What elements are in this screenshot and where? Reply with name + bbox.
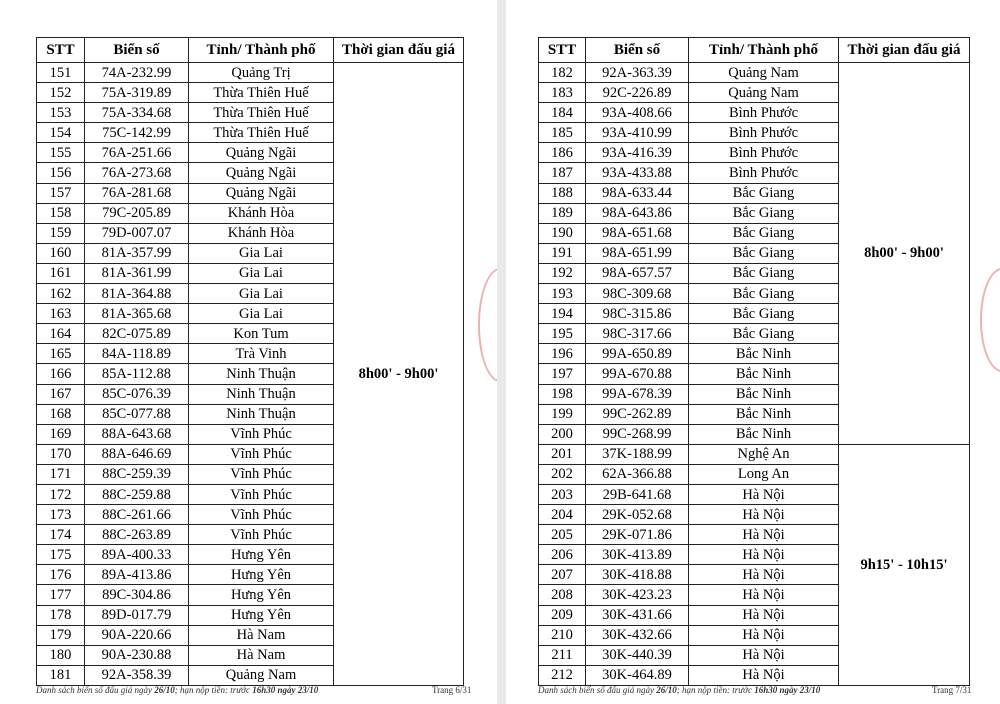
cell-plate: 92A-358.39 bbox=[85, 665, 189, 685]
cell-stt: 192 bbox=[539, 263, 586, 283]
cell-stt: 196 bbox=[539, 344, 586, 364]
cell-plate: 75A-334.68 bbox=[85, 103, 189, 123]
cell-stt: 169 bbox=[37, 424, 85, 444]
plate-auction-table-right bbox=[538, 37, 970, 686]
footer-note-left bbox=[36, 685, 318, 695]
document-page-right bbox=[506, 0, 1000, 704]
cell-stt: 176 bbox=[37, 565, 85, 585]
table-header-row bbox=[539, 38, 970, 63]
cell-province: Bắc Ninh bbox=[689, 384, 839, 404]
footer-mid: ; hạn nộp tiền: trước bbox=[174, 685, 253, 695]
table-header-row bbox=[37, 38, 464, 63]
cell-stt: 195 bbox=[539, 324, 586, 344]
cell-province: Quảng Nam bbox=[689, 63, 839, 83]
cell-stt: 186 bbox=[539, 143, 586, 163]
cell-plate: 99A-650.89 bbox=[586, 344, 689, 364]
cell-plate: 98A-633.44 bbox=[586, 183, 689, 203]
cell-stt: 190 bbox=[539, 223, 586, 243]
cell-province: Bắc Giang bbox=[689, 263, 839, 283]
cell-province: Bắc Giang bbox=[689, 243, 839, 263]
cell-province: Bắc Giang bbox=[689, 203, 839, 223]
cell-plate: 99C-268.99 bbox=[586, 424, 689, 444]
red-stamp-left bbox=[478, 268, 497, 382]
cell-stt: 210 bbox=[539, 625, 586, 645]
cell-plate: 81A-364.88 bbox=[85, 284, 189, 304]
cell-stt: 171 bbox=[37, 464, 85, 484]
cell-stt: 160 bbox=[37, 243, 85, 263]
cell-stt: 208 bbox=[539, 585, 586, 605]
cell-province: Bắc Ninh bbox=[689, 344, 839, 364]
cell-plate: 30K-413.89 bbox=[586, 545, 689, 565]
cell-province: Hưng Yên bbox=[189, 545, 334, 565]
cell-stt: 161 bbox=[37, 263, 85, 283]
cell-stt: 177 bbox=[37, 585, 85, 605]
cell-province: Long An bbox=[689, 464, 839, 484]
cell-stt: 200 bbox=[539, 424, 586, 444]
cell-province: Quảng Ngãi bbox=[189, 163, 334, 183]
cell-plate: 88C-259.88 bbox=[85, 484, 189, 504]
cell-stt: 184 bbox=[539, 103, 586, 123]
cell-plate: 98C-309.68 bbox=[586, 284, 689, 304]
cell-province: Hà Nội bbox=[689, 545, 839, 565]
cell-plate: 92C-226.89 bbox=[586, 83, 689, 103]
cell-province: Hà Nam bbox=[189, 625, 334, 645]
cell-stt: 179 bbox=[37, 625, 85, 645]
cell-plate: 37K-188.99 bbox=[586, 444, 689, 464]
cell-province: Hà Nội bbox=[689, 525, 839, 545]
cell-plate: 98A-651.99 bbox=[586, 243, 689, 263]
cell-province: Khánh Hòa bbox=[189, 203, 334, 223]
cell-stt: 157 bbox=[37, 183, 85, 203]
cell-stt: 152 bbox=[37, 83, 85, 103]
cell-stt: 151 bbox=[37, 63, 85, 83]
cell-province: Vĩnh Phúc bbox=[189, 424, 334, 444]
page-number-left: Trang 6/31 bbox=[432, 685, 472, 695]
cell-plate: 62A-366.88 bbox=[586, 464, 689, 484]
cell-province: Quảng Ngãi bbox=[189, 143, 334, 163]
table-body-left bbox=[37, 63, 464, 686]
cell-plate: 98A-657.57 bbox=[586, 263, 689, 283]
cell-plate: 81A-365.68 bbox=[85, 304, 189, 324]
cell-stt: 182 bbox=[539, 63, 586, 83]
cell-stt: 183 bbox=[539, 83, 586, 103]
cell-stt: 153 bbox=[37, 103, 85, 123]
cell-province: Hà Nội bbox=[689, 484, 839, 504]
cell-province: Nghệ An bbox=[689, 444, 839, 464]
cell-plate: 92A-363.39 bbox=[586, 63, 689, 83]
red-stamp-right bbox=[980, 268, 1000, 372]
cell-stt: 201 bbox=[539, 444, 586, 464]
cell-stt: 202 bbox=[539, 464, 586, 484]
cell-plate: 89C-304.86 bbox=[85, 585, 189, 605]
cell-province: Hà Nội bbox=[689, 645, 839, 665]
cell-stt: 204 bbox=[539, 505, 586, 525]
cell-plate: 85C-077.88 bbox=[85, 404, 189, 424]
cell-province: Quảng Ngãi bbox=[189, 183, 334, 203]
cell-auction-time: 8h00' - 9h00' bbox=[334, 63, 464, 686]
header-time: Thời gian đấu giá bbox=[334, 38, 464, 63]
cell-plate: 30K-423.23 bbox=[586, 585, 689, 605]
cell-plate: 90A-220.66 bbox=[85, 625, 189, 645]
cell-province: Bình Phước bbox=[689, 103, 839, 123]
cell-province: Thừa Thiên Huế bbox=[189, 83, 334, 103]
cell-stt: 154 bbox=[37, 123, 85, 143]
cell-stt: 163 bbox=[37, 304, 85, 324]
cell-plate: 30K-418.88 bbox=[586, 565, 689, 585]
cell-province: Hưng Yên bbox=[189, 565, 334, 585]
cell-stt: 209 bbox=[539, 605, 586, 625]
header-time: Thời gian đấu giá bbox=[839, 38, 970, 63]
cell-stt: 194 bbox=[539, 304, 586, 324]
cell-stt: 193 bbox=[539, 284, 586, 304]
cell-province: Hà Nội bbox=[689, 605, 839, 625]
cell-province: Hưng Yên bbox=[189, 605, 334, 625]
cell-plate: 81A-361.99 bbox=[85, 263, 189, 283]
cell-province: Bắc Giang bbox=[689, 324, 839, 344]
cell-plate: 99A-670.88 bbox=[586, 364, 689, 384]
cell-stt: 189 bbox=[539, 203, 586, 223]
cell-stt: 159 bbox=[37, 223, 85, 243]
cell-plate: 99C-262.89 bbox=[586, 404, 689, 424]
cell-province: Vĩnh Phúc bbox=[189, 484, 334, 504]
cell-province: Bắc Giang bbox=[689, 304, 839, 324]
cell-stt: 197 bbox=[539, 364, 586, 384]
cell-stt: 187 bbox=[539, 163, 586, 183]
cell-plate: 75A-319.89 bbox=[85, 83, 189, 103]
cell-stt: 164 bbox=[37, 324, 85, 344]
cell-stt: 175 bbox=[37, 545, 85, 565]
cell-stt: 205 bbox=[539, 525, 586, 545]
table-row bbox=[539, 63, 970, 83]
cell-plate: 93A-408.66 bbox=[586, 103, 689, 123]
cell-plate: 93A-416.39 bbox=[586, 143, 689, 163]
cell-plate: 76A-251.66 bbox=[85, 143, 189, 163]
cell-stt: 191 bbox=[539, 243, 586, 263]
footer-deadline: 16h30 ngày 23/10 bbox=[252, 685, 319, 695]
cell-plate: 98A-643.86 bbox=[586, 203, 689, 223]
cell-stt: 199 bbox=[539, 404, 586, 424]
cell-plate: 29K-071.86 bbox=[586, 525, 689, 545]
cell-province: Bình Phước bbox=[689, 163, 839, 183]
cell-province: Ninh Thuận bbox=[189, 364, 334, 384]
footer-mid: ; hạn nộp tiền: trước bbox=[676, 685, 755, 695]
cell-stt: 206 bbox=[539, 545, 586, 565]
cell-plate: 30K-431.66 bbox=[586, 605, 689, 625]
cell-plate: 29B-641.68 bbox=[586, 484, 689, 504]
cell-province: Gia Lai bbox=[189, 243, 334, 263]
plate-auction-table-left bbox=[36, 37, 464, 686]
header-stt: STT bbox=[37, 38, 85, 63]
cell-stt: 188 bbox=[539, 183, 586, 203]
footer-note-right bbox=[538, 685, 820, 695]
cell-province: Quảng Trị bbox=[189, 63, 334, 83]
header-plate: Biển số bbox=[85, 38, 189, 63]
cell-stt: 185 bbox=[539, 123, 586, 143]
cell-stt: 173 bbox=[37, 505, 85, 525]
cell-stt: 212 bbox=[539, 665, 586, 685]
cell-stt: 165 bbox=[37, 344, 85, 364]
cell-province: Ninh Thuận bbox=[189, 384, 334, 404]
cell-province: Hà Nội bbox=[689, 505, 839, 525]
header-stt: STT bbox=[539, 38, 586, 63]
cell-plate: 98C-317.66 bbox=[586, 324, 689, 344]
cell-province: Vĩnh Phúc bbox=[189, 505, 334, 525]
cell-province: Quảng Nam bbox=[689, 83, 839, 103]
cell-plate: 76A-273.68 bbox=[85, 163, 189, 183]
cell-auction-time: 8h00' - 9h00' bbox=[839, 63, 970, 445]
cell-plate: 88C-261.66 bbox=[85, 505, 189, 525]
cell-plate: 82C-075.89 bbox=[85, 324, 189, 344]
cell-province: Bắc Giang bbox=[689, 183, 839, 203]
cell-province: Hà Nội bbox=[689, 585, 839, 605]
document-page-left bbox=[0, 0, 497, 704]
cell-province: Bắc Giang bbox=[689, 284, 839, 304]
cell-stt: 174 bbox=[37, 525, 85, 545]
cell-province: Bình Phước bbox=[689, 123, 839, 143]
header-province: Tỉnh/ Thành phố bbox=[189, 38, 334, 63]
cell-plate: 84A-118.89 bbox=[85, 344, 189, 364]
cell-province: Quảng Nam bbox=[189, 665, 334, 685]
cell-province: Gia Lai bbox=[189, 284, 334, 304]
cell-stt: 158 bbox=[37, 203, 85, 223]
cell-plate: 85A-112.88 bbox=[85, 364, 189, 384]
cell-plate: 29K-052.68 bbox=[586, 505, 689, 525]
cell-plate: 93A-410.99 bbox=[586, 123, 689, 143]
cell-plate: 88C-259.39 bbox=[85, 464, 189, 484]
cell-plate: 89A-413.86 bbox=[85, 565, 189, 585]
cell-stt: 172 bbox=[37, 484, 85, 504]
cell-province: Hà Nội bbox=[689, 665, 839, 685]
cell-plate: 88A-646.69 bbox=[85, 444, 189, 464]
cell-province: Hà Nội bbox=[689, 625, 839, 645]
cell-province: Gia Lai bbox=[189, 263, 334, 283]
cell-plate: 93A-433.88 bbox=[586, 163, 689, 183]
cell-plate: 30K-432.66 bbox=[586, 625, 689, 645]
cell-plate: 76A-281.68 bbox=[85, 183, 189, 203]
cell-stt: 207 bbox=[539, 565, 586, 585]
footer-date: 26/10 bbox=[656, 685, 677, 695]
cell-stt: 178 bbox=[37, 605, 85, 625]
cell-province: Vĩnh Phúc bbox=[189, 464, 334, 484]
cell-plate: 98A-651.68 bbox=[586, 223, 689, 243]
cell-province: Vĩnh Phúc bbox=[189, 525, 334, 545]
cell-stt: 156 bbox=[37, 163, 85, 183]
cell-stt: 168 bbox=[37, 404, 85, 424]
cell-stt: 170 bbox=[37, 444, 85, 464]
cell-province: Trà Vinh bbox=[189, 344, 334, 364]
cell-plate: 88C-263.89 bbox=[85, 525, 189, 545]
cell-stt: 181 bbox=[37, 665, 85, 685]
cell-plate: 81A-357.99 bbox=[85, 243, 189, 263]
cell-plate: 30K-464.89 bbox=[586, 665, 689, 685]
cell-province: Bắc Ninh bbox=[689, 364, 839, 384]
cell-province: Kon Tum bbox=[189, 324, 334, 344]
cell-stt: 180 bbox=[37, 645, 85, 665]
footer-prefix: Danh sách biển số đấu giá ngày bbox=[538, 685, 657, 695]
cell-stt: 167 bbox=[37, 384, 85, 404]
cell-province: Bình Phước bbox=[689, 143, 839, 163]
cell-province: Khánh Hòa bbox=[189, 223, 334, 243]
cell-province: Vĩnh Phúc bbox=[189, 444, 334, 464]
cell-plate: 90A-230.88 bbox=[85, 645, 189, 665]
cell-plate: 75C-142.99 bbox=[85, 123, 189, 143]
cell-plate: 89A-400.33 bbox=[85, 545, 189, 565]
cell-plate: 88A-643.68 bbox=[85, 424, 189, 444]
cell-plate: 89D-017.79 bbox=[85, 605, 189, 625]
cell-province: Hà Nội bbox=[689, 565, 839, 585]
cell-province: Thừa Thiên Huế bbox=[189, 123, 334, 143]
cell-plate: 79C-205.89 bbox=[85, 203, 189, 223]
footer-date: 26/10 bbox=[154, 685, 175, 695]
cell-stt: 203 bbox=[539, 484, 586, 504]
page-number-right: Trang 7/31 bbox=[932, 685, 972, 695]
cell-plate: 85C-076.39 bbox=[85, 384, 189, 404]
cell-province: Thừa Thiên Huế bbox=[189, 103, 334, 123]
cell-province: Ninh Thuận bbox=[189, 404, 334, 424]
cell-plate: 74A-232.99 bbox=[85, 63, 189, 83]
cell-stt: 155 bbox=[37, 143, 85, 163]
cell-stt: 211 bbox=[539, 645, 586, 665]
cell-stt: 162 bbox=[37, 284, 85, 304]
cell-plate: 99A-678.39 bbox=[586, 384, 689, 404]
cell-province: Gia Lai bbox=[189, 304, 334, 324]
header-province: Tỉnh/ Thành phố bbox=[689, 38, 839, 63]
cell-province: Bắc Ninh bbox=[689, 424, 839, 444]
cell-plate: 79D-007.07 bbox=[85, 223, 189, 243]
cell-province: Bắc Ninh bbox=[689, 404, 839, 424]
cell-stt: 166 bbox=[37, 364, 85, 384]
cell-province: Hà Nam bbox=[189, 645, 334, 665]
cell-plate: 30K-440.39 bbox=[586, 645, 689, 665]
header-plate: Biển số bbox=[586, 38, 689, 63]
footer-deadline: 16h30 ngày 23/10 bbox=[754, 685, 821, 695]
table-row bbox=[37, 63, 464, 83]
table-body-right bbox=[539, 63, 970, 686]
cell-stt: 198 bbox=[539, 384, 586, 404]
cell-auction-time: 9h15' - 10h15' bbox=[839, 444, 970, 685]
table-row bbox=[539, 444, 970, 464]
cell-province: Bắc Giang bbox=[689, 223, 839, 243]
cell-province: Hưng Yên bbox=[189, 585, 334, 605]
cell-plate: 98C-315.86 bbox=[586, 304, 689, 324]
footer-prefix: Danh sách biển số đấu giá ngày bbox=[36, 685, 155, 695]
